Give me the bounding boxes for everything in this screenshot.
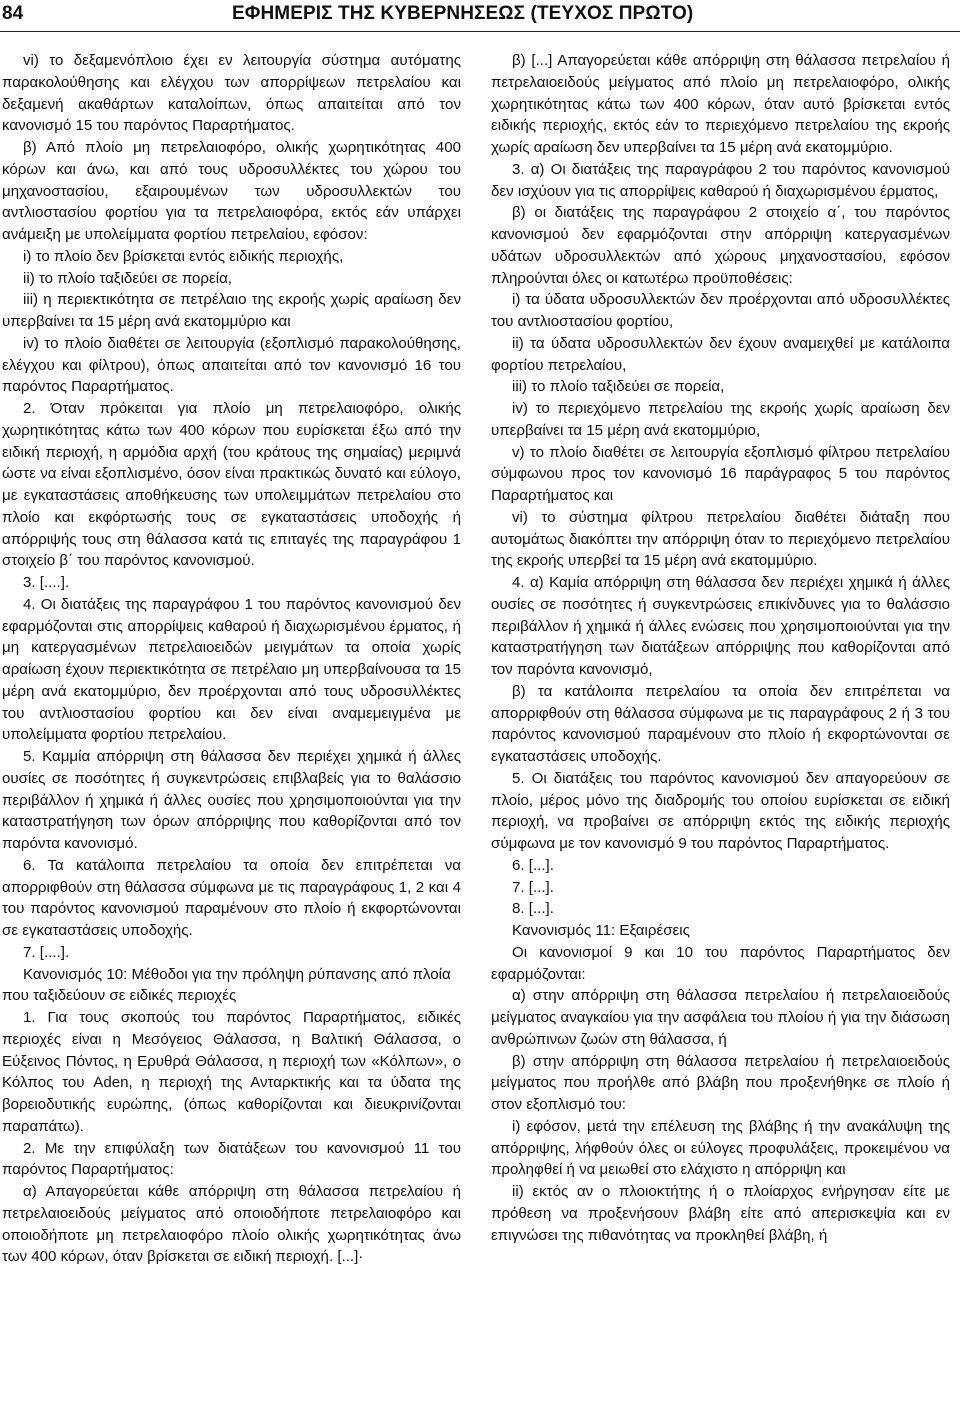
paragraph: 2. Όταν πρόκειται για πλοίο μη πετρελαιοφόρο, ολικής χωρητικότητας κάτω των 400 κόρων που ευρίσκεται έξω από την ειδική περιοχή, η αρμόδια αρχή (του κράτους της σημαίας) μεριμνά ώστε να είναι εξοπλισμένο, όσον είναι πρακτικώς δυνατό και εύλογο, με εγκαταστάσεις αποθήκευσης των υπολειμμάτων πετρελαίου στο πλοίο και εκφόρτωσής τους σε εγκαταστάσεις υποδοχής ή απόρριψής τους στη θάλασσα κατά τις επιταγές της παραγράφου 1 στοιχείο β΄ του παρόντος κανονισμού. [2,400,461,570]
paragraph: 6. [...]. [512,856,554,874]
paragraph: β) Από πλοίο μη πετρελαιοφόρο, ολικής χωρητικότητας 400 κόρων και άνω, και από τους υδροσυλλέκτες του χώρου του μηχανοστασίου, εξαιρουμένων των υδροσυλλεκτών του αντλιοστασίου φορτίου για τα πετρελαιοφόρα, εκτός εάν υπάρχει ανάμειξη με υπολείμματα φορτίου πετρελαίου, εφόσον: [2,139,461,243]
paragraph: 1. Για τους σκοπούς του παρόντος Παραρτήματος, ειδικές περιοχές είναι η Μεσόγειος Θάλασσα, η Βαλτική Θάλασσα, ο Εύξεινος Πόντος, η Ερυθρά Θάλασσα, η περιοχή των «Κόλπων», ο Κόλπος του Aden, η περιοχή της Ανταρκτικής και τα ύδατα της βορειοδυτικής ευρώπης, (όπως καθορίζονται και διευκρινίζονται παραπάτω). [2,1009,461,1135]
paragraph: 3. [....]. [23,574,70,591]
section-heading: Κανονισμός 10: Μέθοδοι για την πρόληψη ρύπανσης από πλοία που ταξιδεύουν σε ειδικές περιοχές [2,965,451,1005]
paragraph: vi) το δεξαμενόπλοιο έχει εν λειτουργία σύστημα αυτόματης παρακολούθησης και ελέγχου των απορρίψεων πετρελαίου και δεξαμενή ακαθάρτων καταλοίπων, όπως απαιτείται από τον κανονισμό 15 του παρόντος Παραρτήματος. [2,52,461,135]
right-column [491,50,950,1246]
paragraph: α) στην απόρριψη στη θάλασσα πετρελαίου ή πετρελαιοειδούς μείγματος αναγκαίου για την ασφάλεια του πλοίου ή για την διάσωση ανθρώπινων ζωών στη θάλασσα, ή [491,987,950,1048]
paragraph: 8. [...]. [512,900,554,918]
paragraph: iv) το πλοίο διαθέτει σε λειτουργία (εξοπλισμό παρακολούθησης, ελέγχου και φίλτρου), όπως απαιτείται από τον κανονισμό 16 του παρόντος Παραρτήματος. [2,334,461,396]
paragraph: ii) τα ύδατα υδροσυλλεκτών δεν έχουν αναμειχθεί με κατάλοιπα φορτίου πετρελαίου, [491,334,950,374]
paragraph: v) το πλοίο διαθέτει σε λειτουργία εξοπλισμό φίλτρου πετρελαίου σύμφωνου προς τον κανονισμό 16 παράγραφος 5 του παρόντος Παραρτήματος και [491,443,950,504]
paragraph: i) τα ύδατα υδροσυλλεκτών δεν προέρχονται από υδροσυλλέκτες του αντλιοστασίου φορτίου, [491,291,950,330]
paragraph: β) οι διατάξεις της παραγράφου 2 στοιχείο α΄, του παρόντος κανονισμού δεν εφαρμόζονται στην απόρριψη κατεργασμένων υδάτων υδροσυλλεκτών από χώρους μηχανοστασίου, εφόσον πληρούνται όλες οι κατωτέρω προϋποθέσεις: [491,204,950,287]
paragraph: Οι κανονισμοί 9 και 10 του παρόντος Παραρτήματος δεν εφαρμόζονται: [491,943,950,983]
paragraph: 4. α) Καμία απόρριψη στη θάλασσα δεν περιέχει χημικά ή άλλες ουσίες σε ποσότητες ή συγκεντρώσεις επικίνδυνες για το θαλάσσιο περιβάλλον ή χημικά ή άλλες ενώσεις που χρησιμοποιούνται για την καταστρατήγηση των διατάξεων απόρριψης που καθορίζονται από τον παρόντα κανονισμό, [491,574,950,678]
paragraph: 3. α) Οι διατάξεις της παραγράφου 2 του παρόντος κανονισμού δεν ισχύουν για τις απορρίψεις καθαρού ή διαχωρισμένου έρματος, [491,160,950,200]
paragraph: 4. Οι διατάξεις της παραγράφου 1 του παρόντος κανονισμού δεν εφαρμόζονται στις απορρίψεις καθαρού ή διαχωρισμένου έρματος, ή μη κατεργασμένων πετρελαιοειδών μειγμάτων τα οποία χωρίς αραίωση έχουν περιεκτικότητα σε πετρέλαιο μη υπερβαίνουσα τα 15 μέρη ανά εκατομμύριο, δεν προέρχονται από τους υδροσυλλέκτες του αντλιοστασίου φορτίου και δεν είναι αναμεμειγμένα με υπολείμματα φορτίου πετρελαίου. [2,595,461,744]
paragraph: 7. [...]. [512,878,554,896]
paragraph: β) στην απόρριψη στη θάλασσα πετρελαίου ή πετρελαιοειδούς μείγματος που προήλθε από βλάβη που προξενήθηκε σε πλοίο ή στον εξοπλισμό του: [491,1052,950,1113]
section-heading: Κανονισμός 11: Εξαιρέσεις [512,922,690,939]
page-number: 84 [2,3,24,24]
paragraph: ii) εκτός αν ο πλοιοκτήτης ή ο πλοίαρχος ενήργησαν είτε με πρόθεση να προξενήσουν βλάβη είτε από απερισκεψία και εν επιγνώσει της πιθανότητας να προκληθεί βλάβη, ή [491,1183,950,1244]
paragraph: iii) το πλοίο ταξιδεύει σε πορεία, [512,378,725,396]
left-column [2,50,461,1268]
running-title: ΕΦΗΜΕΡΙΣ ΤΗΣ ΚΥΒΕΡΝΗΣΕΩΣ (ΤΕΥΧΟΣ ΠΡΩΤΟ) [232,3,694,24]
page-header [0,0,960,34]
paragraph: 7. [....]. [23,943,70,961]
paragraph: β) [...] Απαγορεύεται κάθε απόρριψη στη θάλασσα πετρελαίου ή πετρελαιοειδούς μείγματος από πλοίο μη πετρελαιοφόρο, ολικής χωρητικότητας κάτω των 400 κόρων, όταν αυτό βρίσκεται εντός ειδικής περιοχής, εκτός εάν το περιεχόμενο πετρελαίου της εκροής χωρίς αραίωση δεν υπερβαίνει τα 15 μέρη ανά εκατομμύριο. [491,52,950,156]
paragraph: iii) η περιεκτικότητα σε πετρέλαιο της εκροής χωρίς αραίωση δεν υπερβαίνει τα 15 μέρη ανά εκατομμύριο και [2,291,461,330]
paragraph: 2. Με την επιφύλαξη των διατάξεων του κανονισμού 11 του παρόντος Παραρτήματος: [2,1139,461,1179]
paragraph: i) εφόσον, μετά την επέλευση της βλάβης ή την ανακάλυψη της απόρριψης, λήφθούν όλες οι εύλογες προφυλάξεις, προκειμένου να προληφθεί ή να μειωθεί στο ελάχιστο η απόρριψη και [491,1117,950,1179]
paragraph: i) το πλοίο δεν βρίσκεται εντός ειδικής περιοχής, [23,247,344,265]
paragraph: β) τα κατάλοιπα πετρελαίου τα οποία δεν επιτρέπεται να απορριφθούν στη θάλασσα σύμφωνα με τις παραγράφους 2 ή 3 του παρόντος κανονισμού παραμένουν στο πλοίο ή εκφορτώνονται σε εγκαταστάσεις υποδοχής. [491,682,950,765]
paragraph: α) Απαγορεύεται κάθε απόρριψη στη θάλασσα πετρελαίου ή πετρελαιοειδούς μείγματος από οποιοδήποτε πετρελαιοφόρο και οποιοδήποτε μη πετρελαιοφόρο πλοίο ολικής χωρητικότητας άνω των 400 κόρων, όταν βρίσκεται σε ειδική περιοχή. [...]· [2,1183,461,1266]
paragraph: vi) το σύστημα φίλτρου πετρελαίου διαθέτει διάταξη που αυτομάτως διακόπτει την απόρριψη όταν το περιεχόμενο πετρελαίου της εκροής υπερβεί τα 15 μέρη ανά εκατομμύριο. [491,508,950,570]
paragraph: 5. Οι διατάξεις του παρόντος κανονισμού δεν απαγορεύουν σε πλοίο, μέρος μόνο της διαδρομής του οποίου ευρίσκεται σε ειδική περιοχή, να προβαίνει σε απόρριψη εκτός της ειδικής περιοχής σύμφωνα με τον κανονισμό 9 του παρόντος Παραρτήματος. [491,769,950,852]
paragraph: iv) το περιεχόμενο πετρελαίου της εκροής χωρίς αραίωση δεν υπερβαίνει τα 15 μέρη ανά εκατομμύριο, [491,400,950,439]
header-rule [0,31,960,32]
paragraph: 6. Τα κατάλοιπα πετρελαίου τα οποία δεν επιτρέπεται να απορριφθούν στη θάλασσα σύμφωνα με τις παραγράφους 1, 2 και 4 του παρόντος κανονισμού παραμένουν στο πλοίο ή εκφορτώνονται σε εγκαταστάσεις υποδοχής. [2,856,461,939]
paragraph: 5. Καμμία απόρριψη στη θάλασσα δεν περιέχει χημικά ή άλλες ουσίες σε ποσότητες ή συγκεντρώσεις επιβλαβείς για το θαλάσσιο περιβάλλον ή χημικά ή άλλες ουσίες που χρησιμοποιούνται για την καταστρατήγηση των όρων απόρριψης που καθορίζονται από τον παρόντα κανονισμό. [2,748,461,852]
paragraph: ii) το πλοίο ταξιδεύει σε πορεία, [23,269,232,287]
